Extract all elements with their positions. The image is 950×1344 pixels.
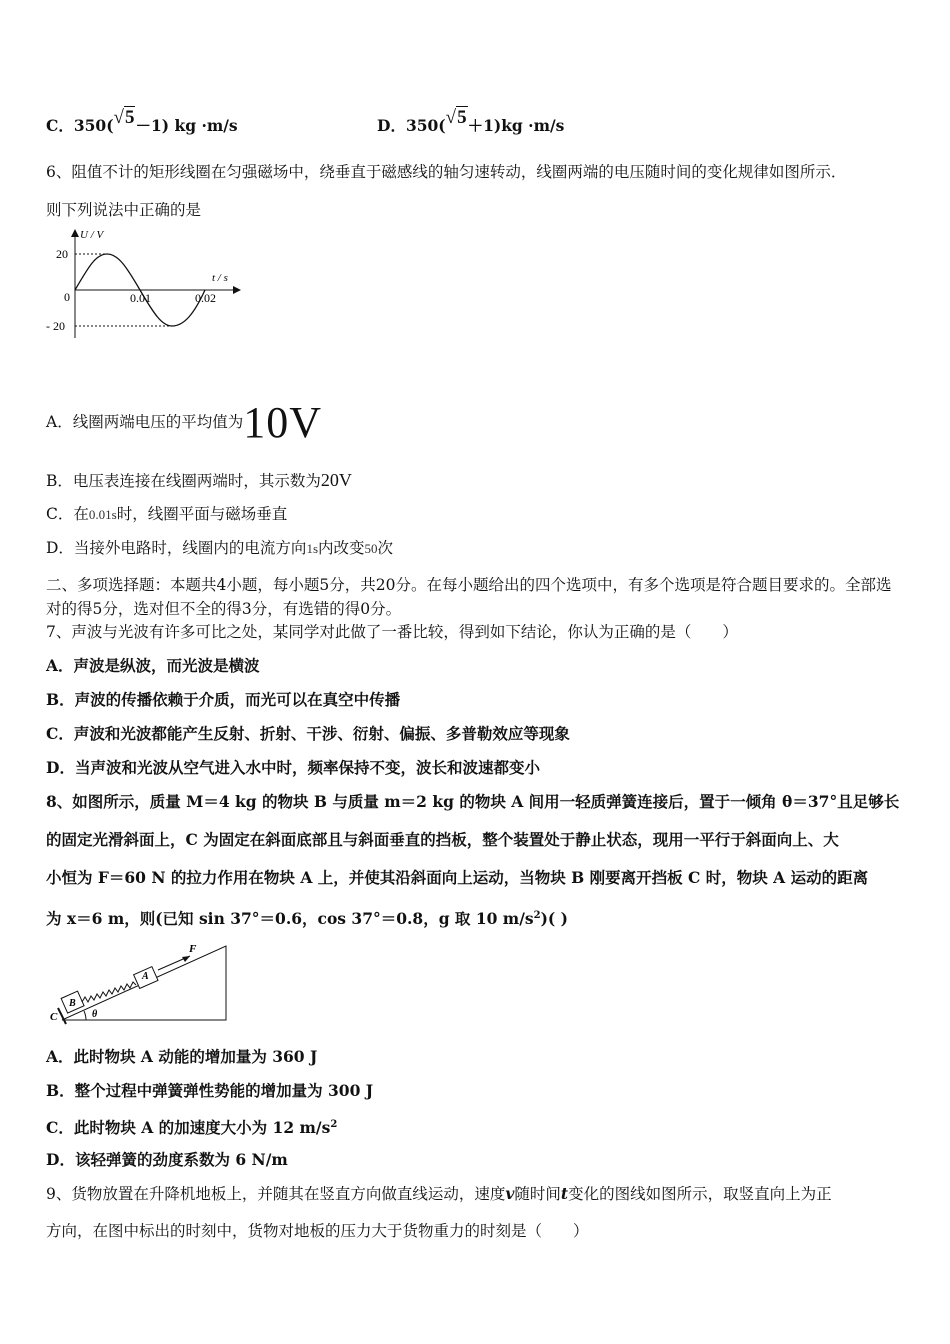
q8-option-a[interactable]: A．此时物块 A 动能的增加量为 360 J (46, 1047, 318, 1066)
x-axis-label: t / s (212, 272, 228, 284)
label-b: B (69, 998, 76, 1009)
tick-20: 20 (56, 247, 68, 261)
q7-option-b[interactable]: B．声波的传播依赖于介质，而光可以在真空中传播 (46, 690, 401, 709)
q6-option-a[interactable]: A．线圈两端电压的平均值为10V (46, 398, 322, 447)
q8-stem-line3: 小恒为 F＝60 N 的拉力作用在物块 A 上，并使其沿斜面向上运动，当物块 B 刚要离开挡板 C 时，物块 A 运动的距离 (46, 868, 869, 887)
q8-stem-line2: 的固定光滑斜面上，C 为固定在斜面底部且与斜面垂直的挡板，整个装置处于静止状态，现用一平行于斜面向上、大 (46, 830, 839, 849)
section2-heading: 二、多项选择题：本题共4小题，每小题5分，共20分。在每小题给出的四个选项中，有多个选项是符合题目要求的。全部选对的得5分，选对但不全的得3分，有选错的得0分。 (46, 576, 892, 618)
label-theta: θ (92, 1009, 98, 1020)
q5-option-c[interactable]: C．350(√5－1) kg ·m/s (46, 107, 238, 135)
q5-option-d[interactable]: D．350(√5＋1)kg ·m/s (377, 107, 565, 135)
tick-0: 0 (64, 290, 70, 304)
q9-stem-line1: 9、货物放置在升降机地板上，并随其在竖直方向做直线运动，速度v随时间t变化的图线如图所示，取竖直向上为正 (46, 1184, 832, 1203)
tick-002: 0.02 (195, 291, 216, 305)
sqrt-symbol: √5 (445, 107, 467, 128)
q6-stem-line1: 6、阻值不计的矩形线圈在匀强磁场中，绕垂直于磁感线的轴匀速转动，线圈两端的电压随时间的变化规律如图所示． (46, 163, 847, 181)
barrier-c (58, 1008, 66, 1024)
label-c: C (50, 1011, 58, 1023)
label-a: A (142, 971, 149, 982)
tick-neg20: - 20 (46, 319, 65, 333)
q7-option-d[interactable]: D．当声波和光波从空气进入水中时，频率保持不变，波长和波速都变小 (46, 758, 540, 777)
angle-arc (84, 1011, 86, 1020)
q8-option-b[interactable]: B．整个过程中弹簧弹性势能的增加量为 300 J (46, 1081, 374, 1100)
q6-option-b[interactable]: B．电压表连接在线圈两端时，其示数为20V (46, 470, 352, 490)
q8-option-d[interactable]: D．该轻弹簧的劲度系数为 6 N/m (46, 1150, 288, 1169)
tick-001: 0.01 (130, 291, 151, 305)
q8-stem-line4: 为 x＝6 m，则(已知 sin 37°＝0.6，cos 37°＝0.8，g 取 10 $m/s^2$)( ) (46, 909, 568, 929)
label-f: F (189, 943, 197, 955)
q6-voltage-graph (44, 226, 254, 341)
q6-stem-line2: 则下列说法中正确的是 (46, 201, 202, 219)
q9-stem-line2: 方向，在图中标出的时刻中，货物对地板的压力大于货物重力的时刻是（ ） (46, 1222, 589, 1240)
q8-option-c[interactable]: C．此时物块 A 的加速度大小为 12 $m/s^2$ (46, 1118, 338, 1138)
q7-stem: 7、声波与光波有许多可比之处，某同学对此做了一番比较，得到如下结论，你认为正确的是（ ） (46, 623, 738, 641)
q6-option-c[interactable]: C．在0.01s时，线圈平面与磁场垂直 (46, 505, 288, 523)
q8-incline-figure (48, 940, 233, 1025)
sqrt-symbol: √5 (113, 107, 135, 128)
q8-stem-line1: 8、如图所示，质量 M＝4 kg 的物块 B 与质量 m＝2 kg 的物块 A 间用一轻质弹簧连接后，置于一倾角 θ＝37°且足够长 (46, 792, 900, 811)
q6-option-d[interactable]: D．当接外电路时，线圈内的电流方向1s内改变50次 (46, 539, 394, 557)
q7-option-c[interactable]: C．声波和光波都能产生反射、折射、干涉、衍射、偏振、多普勒效应等现象 (46, 724, 570, 743)
q7-option-a[interactable]: A．声波是纵波，而光波是横波 (46, 656, 260, 675)
y-axis-label: U / V (80, 229, 104, 241)
